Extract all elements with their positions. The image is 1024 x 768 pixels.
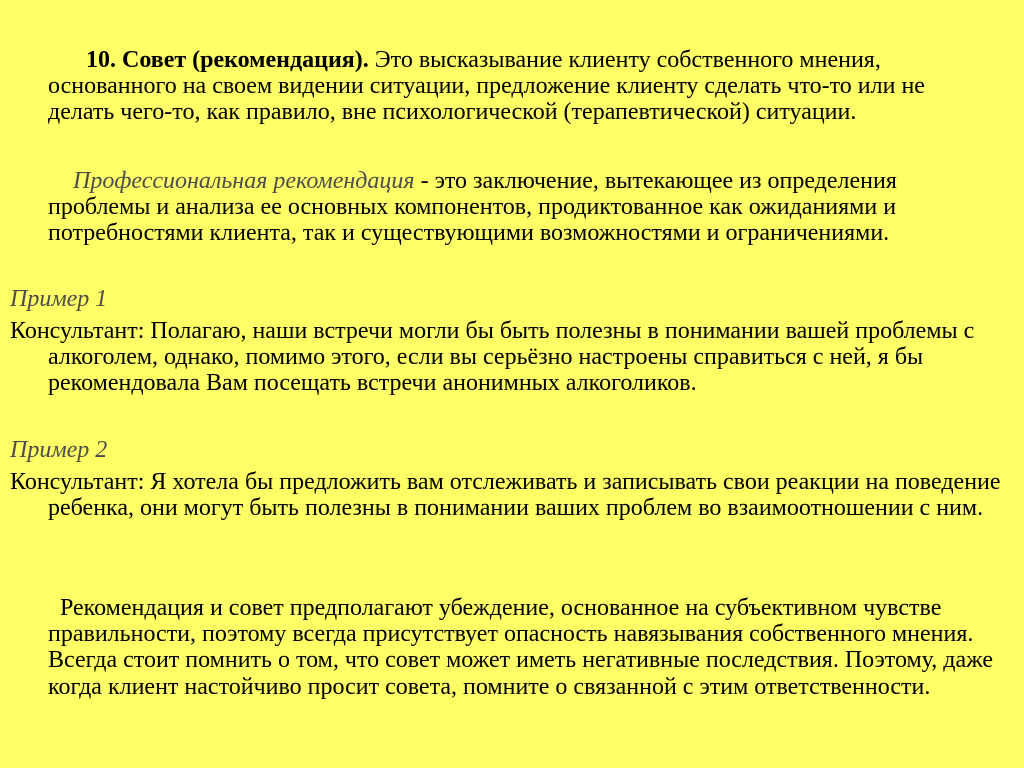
professional-definition: - это заключение, вытекающее из определения проблемы и анализа ее основных компонентов, продиктованное как ожиданиями и потребностями клиента, так и существующими возможностями и ограничениями. xyxy=(48,168,897,247)
advice-heading: 10. Совет (рекомендация). xyxy=(86,47,369,73)
conclusion-text: Рекомендация и совет предполагают убеждение, основанное на субъективном чувстве правильности, поэтому всегда присутствует опасность навязывания собственного мнения. Всегда стоит помнить о том, что совет может иметь негативные последствия. Поэтому, даже когда клиент настойчиво просит совета, помните о связанной с этим ответственности. xyxy=(48,595,994,700)
conclusion-paragraph xyxy=(48,595,1008,700)
example-2-label: Пример 2 xyxy=(10,437,108,463)
example-2-text: Я хотела бы предложить вам отслеживать и записывать свои реакции на поведение ребенка, они могут быть полезны в понимании ваших проблем во взаимоотношении с ним. xyxy=(48,469,1001,522)
example-1-label: Пример 1 xyxy=(10,286,108,312)
example-1-text: Полагаю, наши встречи могли бы быть полезны в понимании вашей проблемы с алкоголем, однако, помимо этого, если вы серьёзно настроены справиться с ней, я бы рекомендовала Вам посещать встречи анонимных алкоголиков. xyxy=(48,318,975,397)
example-2-dialog xyxy=(10,469,1010,521)
example-1-speaker: Консультант: xyxy=(10,318,145,344)
professional-paragraph xyxy=(48,168,998,247)
example-1-dialog xyxy=(10,318,1010,397)
example-2-speaker: Консультант: xyxy=(10,469,145,495)
advice-paragraph xyxy=(48,47,988,126)
professional-term: Профессиональная рекомендация xyxy=(73,168,415,194)
advice-definition: Это высказывание клиенту собственного мнения, основанного на своем видении ситуации, предложение клиенту сделать что-то или не делать чего-то, как правило, вне психологической (терапевтической) ситуации. xyxy=(48,47,925,126)
